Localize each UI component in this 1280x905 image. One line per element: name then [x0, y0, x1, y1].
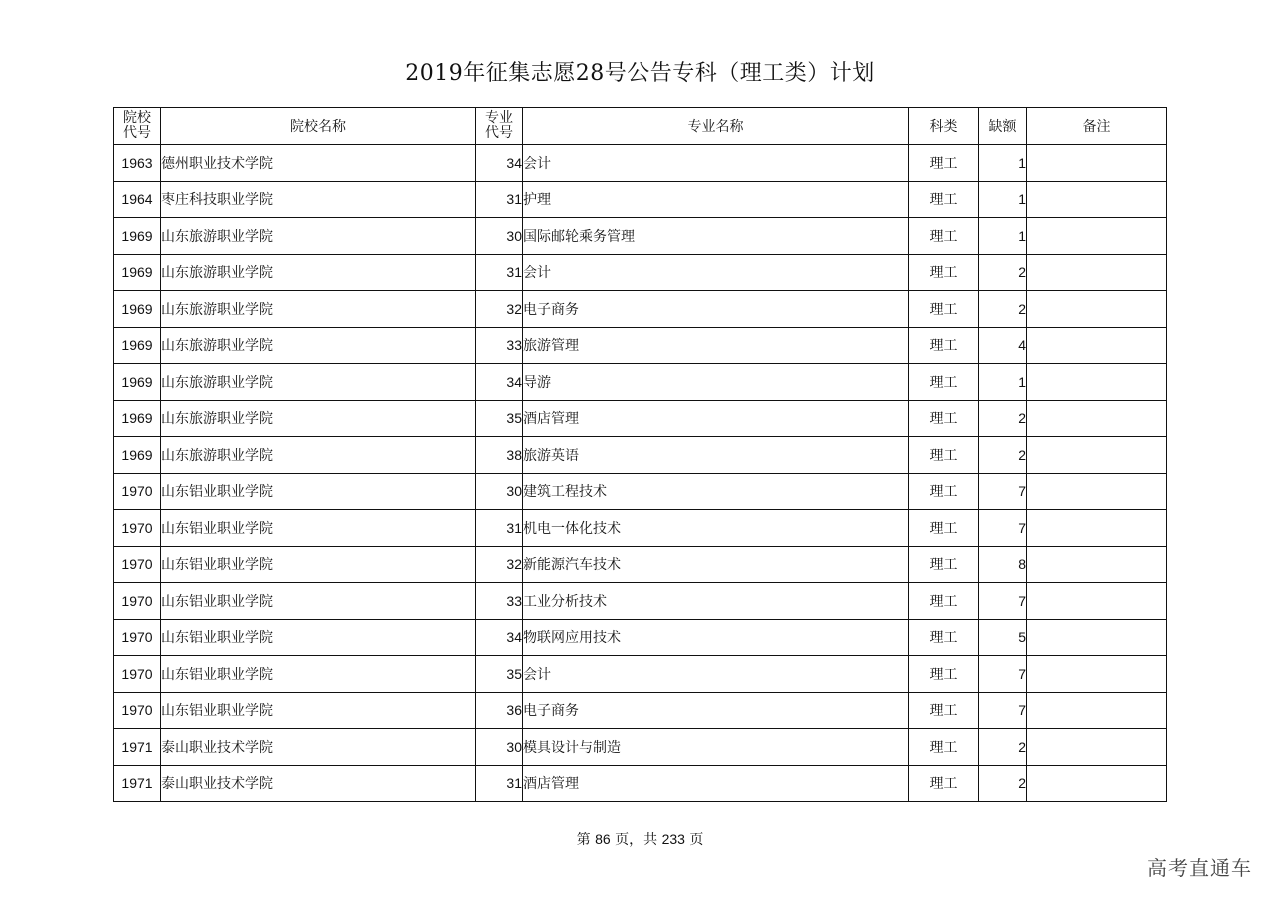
school-code-cell: 1969 [114, 254, 161, 291]
quota-cell: 7 [979, 583, 1027, 620]
table-body [114, 145, 1167, 802]
school-code-cell: 1970 [114, 546, 161, 583]
quota-cell: 2 [979, 437, 1027, 474]
quota-cell: 4 [979, 327, 1027, 364]
major-code-cell: 30 [476, 473, 523, 510]
table-row [114, 473, 1167, 510]
school-name-cell: 德州职业技术学院 [161, 145, 476, 182]
major-name-cell: 建筑工程技术 [523, 473, 909, 510]
category-cell: 理工 [909, 291, 979, 328]
major-name-cell: 会计 [523, 145, 909, 182]
remarks-cell [1027, 729, 1167, 766]
major-name-cell: 工业分析技术 [523, 583, 909, 620]
header-school-code-line1: 院校 [123, 110, 151, 126]
category-cell: 理工 [909, 218, 979, 255]
major-code-cell: 34 [476, 145, 523, 182]
category-cell: 理工 [909, 437, 979, 474]
header-school-code [114, 108, 161, 145]
quota-cell: 1 [979, 364, 1027, 401]
school-name-cell: 山东旅游职业学院 [161, 218, 476, 255]
school-name-cell: 山东铝业职业学院 [161, 510, 476, 547]
major-name-cell: 模具设计与制造 [523, 729, 909, 766]
quota-cell: 5 [979, 619, 1027, 656]
major-code-cell: 33 [476, 583, 523, 620]
table-row [114, 364, 1167, 401]
category-cell: 理工 [909, 546, 979, 583]
major-name-cell: 电子商务 [523, 291, 909, 328]
category-cell: 理工 [909, 729, 979, 766]
quota-cell: 7 [979, 510, 1027, 547]
header-major-name: 专业名称 [523, 108, 909, 145]
footer-total-pages: 233 [661, 831, 685, 847]
quota-cell: 1 [979, 181, 1027, 218]
major-name-cell: 国际邮轮乘务管理 [523, 218, 909, 255]
major-name-cell: 机电一体化技术 [523, 510, 909, 547]
major-code-cell: 32 [476, 291, 523, 328]
table-row [114, 583, 1167, 620]
major-code-cell: 33 [476, 327, 523, 364]
major-code-cell: 31 [476, 181, 523, 218]
remarks-cell [1027, 765, 1167, 802]
major-code-cell: 31 [476, 254, 523, 291]
remarks-cell [1027, 364, 1167, 401]
remarks-cell [1027, 145, 1167, 182]
school-code-cell: 1970 [114, 510, 161, 547]
quota-cell: 7 [979, 473, 1027, 510]
remarks-cell [1027, 619, 1167, 656]
school-name-cell: 泰山职业技术学院 [161, 765, 476, 802]
major-code-cell: 32 [476, 546, 523, 583]
table-row [114, 327, 1167, 364]
table-header-row [114, 108, 1167, 145]
major-name-cell: 酒店管理 [523, 400, 909, 437]
table-row [114, 692, 1167, 729]
major-code-cell: 30 [476, 729, 523, 766]
category-cell: 理工 [909, 364, 979, 401]
category-cell: 理工 [909, 400, 979, 437]
school-code-cell: 1969 [114, 327, 161, 364]
school-name-cell: 山东旅游职业学院 [161, 327, 476, 364]
major-name-cell: 新能源汽车技术 [523, 546, 909, 583]
school-name-cell: 山东旅游职业学院 [161, 254, 476, 291]
remarks-cell [1027, 473, 1167, 510]
table-row [114, 181, 1167, 218]
category-cell: 理工 [909, 145, 979, 182]
school-code-cell: 1969 [114, 400, 161, 437]
school-code-cell: 1969 [114, 291, 161, 328]
major-name-cell: 会计 [523, 254, 909, 291]
header-category: 科类 [909, 108, 979, 145]
table-row [114, 437, 1167, 474]
footer-prefix: 第 [576, 832, 591, 848]
table-row [114, 546, 1167, 583]
major-code-cell: 30 [476, 218, 523, 255]
school-code-cell: 1969 [114, 218, 161, 255]
school-code-cell: 1969 [114, 437, 161, 474]
remarks-cell [1027, 656, 1167, 693]
school-name-cell: 山东旅游职业学院 [161, 437, 476, 474]
major-code-cell: 31 [476, 765, 523, 802]
header-major-code-line2: 代号 [485, 125, 513, 141]
remarks-cell [1027, 583, 1167, 620]
category-cell: 理工 [909, 692, 979, 729]
remarks-cell [1027, 291, 1167, 328]
quota-cell: 8 [979, 546, 1027, 583]
table-row [114, 218, 1167, 255]
table-row [114, 254, 1167, 291]
school-code-cell: 1963 [114, 145, 161, 182]
major-name-cell: 导游 [523, 364, 909, 401]
table-row [114, 619, 1167, 656]
school-name-cell: 山东旅游职业学院 [161, 291, 476, 328]
school-code-cell: 1970 [114, 619, 161, 656]
school-name-cell: 山东旅游职业学院 [161, 400, 476, 437]
header-quota: 缺额 [979, 108, 1027, 145]
plan-table [113, 107, 1167, 802]
school-name-cell: 山东铝业职业学院 [161, 656, 476, 693]
major-name-cell: 物联网应用技术 [523, 619, 909, 656]
major-name-cell: 电子商务 [523, 692, 909, 729]
major-name-cell: 护理 [523, 181, 909, 218]
category-cell: 理工 [909, 656, 979, 693]
remarks-cell [1027, 510, 1167, 547]
remarks-cell [1027, 400, 1167, 437]
school-name-cell: 山东铝业职业学院 [161, 546, 476, 583]
quota-cell: 2 [979, 291, 1027, 328]
school-code-cell: 1970 [114, 656, 161, 693]
school-name-cell: 泰山职业技术学院 [161, 729, 476, 766]
remarks-cell [1027, 181, 1167, 218]
major-name-cell: 旅游英语 [523, 437, 909, 474]
quota-cell: 2 [979, 729, 1027, 766]
quota-cell: 2 [979, 254, 1027, 291]
header-remarks: 备注 [1027, 108, 1167, 145]
quota-cell: 1 [979, 218, 1027, 255]
major-code-cell: 34 [476, 619, 523, 656]
table-row [114, 765, 1167, 802]
category-cell: 理工 [909, 254, 979, 291]
header-school-code-line2: 代号 [123, 125, 151, 141]
category-cell: 理工 [909, 473, 979, 510]
remarks-cell [1027, 692, 1167, 729]
table-row [114, 400, 1167, 437]
major-code-cell: 35 [476, 400, 523, 437]
table-row [114, 656, 1167, 693]
category-cell: 理工 [909, 327, 979, 364]
school-code-cell: 1970 [114, 583, 161, 620]
table-row [114, 145, 1167, 182]
school-name-cell: 山东旅游职业学院 [161, 364, 476, 401]
category-cell: 理工 [909, 619, 979, 656]
major-code-cell: 35 [476, 656, 523, 693]
remarks-cell [1027, 254, 1167, 291]
category-cell: 理工 [909, 583, 979, 620]
major-name-cell: 会计 [523, 656, 909, 693]
school-code-cell: 1970 [114, 692, 161, 729]
quota-cell: 2 [979, 765, 1027, 802]
quota-cell: 1 [979, 145, 1027, 182]
footer-page-number: 86 [595, 831, 611, 847]
page-footer [0, 829, 1280, 849]
remarks-cell [1027, 546, 1167, 583]
table-row [114, 729, 1167, 766]
remarks-cell [1027, 218, 1167, 255]
major-code-cell: 31 [476, 510, 523, 547]
school-code-cell: 1970 [114, 473, 161, 510]
school-name-cell: 山东铝业职业学院 [161, 692, 476, 729]
quota-cell: 2 [979, 400, 1027, 437]
major-code-cell: 34 [476, 364, 523, 401]
page-title: 2019年征集志愿28号公告专科（理工类）计划 [405, 61, 875, 86]
category-cell: 理工 [909, 181, 979, 218]
header-major-code [476, 108, 523, 145]
header-school-name: 院校名称 [161, 108, 476, 145]
school-code-cell: 1964 [114, 181, 161, 218]
major-name-cell: 酒店管理 [523, 765, 909, 802]
school-code-cell: 1969 [114, 364, 161, 401]
major-name-cell: 旅游管理 [523, 327, 909, 364]
school-code-cell: 1971 [114, 729, 161, 766]
table-row [114, 510, 1167, 547]
school-name-cell: 山东铝业职业学院 [161, 473, 476, 510]
school-name-cell: 山东铝业职业学院 [161, 619, 476, 656]
footer-middle: 页，共 [615, 832, 658, 848]
school-name-cell: 枣庄科技职业学院 [161, 181, 476, 218]
footer-suffix: 页 [689, 832, 704, 848]
category-cell: 理工 [909, 765, 979, 802]
category-cell: 理工 [909, 510, 979, 547]
school-code-cell: 1971 [114, 765, 161, 802]
table-row [114, 291, 1167, 328]
major-code-cell: 38 [476, 437, 523, 474]
school-name-cell: 山东铝业职业学院 [161, 583, 476, 620]
remarks-cell [1027, 327, 1167, 364]
quota-cell: 7 [979, 692, 1027, 729]
remarks-cell [1027, 437, 1167, 474]
major-code-cell: 36 [476, 692, 523, 729]
watermark: 高考直通车 [1147, 856, 1252, 880]
header-major-code-line1: 专业 [485, 110, 513, 126]
quota-cell: 7 [979, 656, 1027, 693]
